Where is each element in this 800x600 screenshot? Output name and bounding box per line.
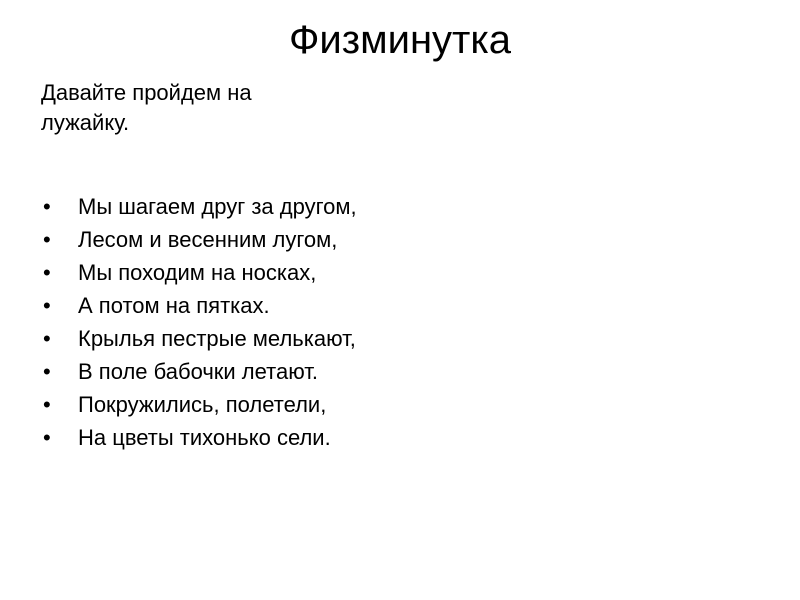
- poem-line: Покружились, полетели,: [78, 392, 327, 417]
- poem-line: Крылья пестрые мелькают,: [78, 326, 356, 351]
- list-item: [41, 424, 401, 451]
- list-item: [41, 325, 401, 352]
- list-item: [41, 259, 401, 286]
- bullet-icon: •: [43, 260, 51, 285]
- list-item: [41, 391, 401, 418]
- list-item: [41, 226, 401, 253]
- bullet-icon: •: [43, 425, 51, 450]
- bullet-icon: •: [43, 293, 51, 318]
- slide-title: Физминутка: [289, 18, 511, 62]
- bullet-icon: •: [43, 227, 51, 252]
- poem-line: В поле бабочки летают.: [78, 359, 318, 384]
- bullet-icon: •: [43, 359, 51, 384]
- list-item: [41, 193, 401, 220]
- bullet-icon: •: [43, 392, 51, 417]
- list-item: [41, 358, 401, 385]
- poem-line: Мы походим на носках,: [78, 260, 317, 285]
- poem-line: Лесом и весенним лугом,: [78, 227, 338, 252]
- intro-text: Давайте пройдем на лужайку.: [41, 80, 252, 135]
- bullet-icon: •: [43, 326, 51, 351]
- list-item: [41, 292, 401, 319]
- poem-line: На цветы тихонько сели.: [78, 425, 331, 450]
- poem-line: Мы шагаем друг за другом,: [78, 194, 357, 219]
- bullet-icon: •: [43, 194, 51, 219]
- poem-line: А потом на пятках.: [78, 293, 270, 318]
- poem-list: [41, 193, 401, 457]
